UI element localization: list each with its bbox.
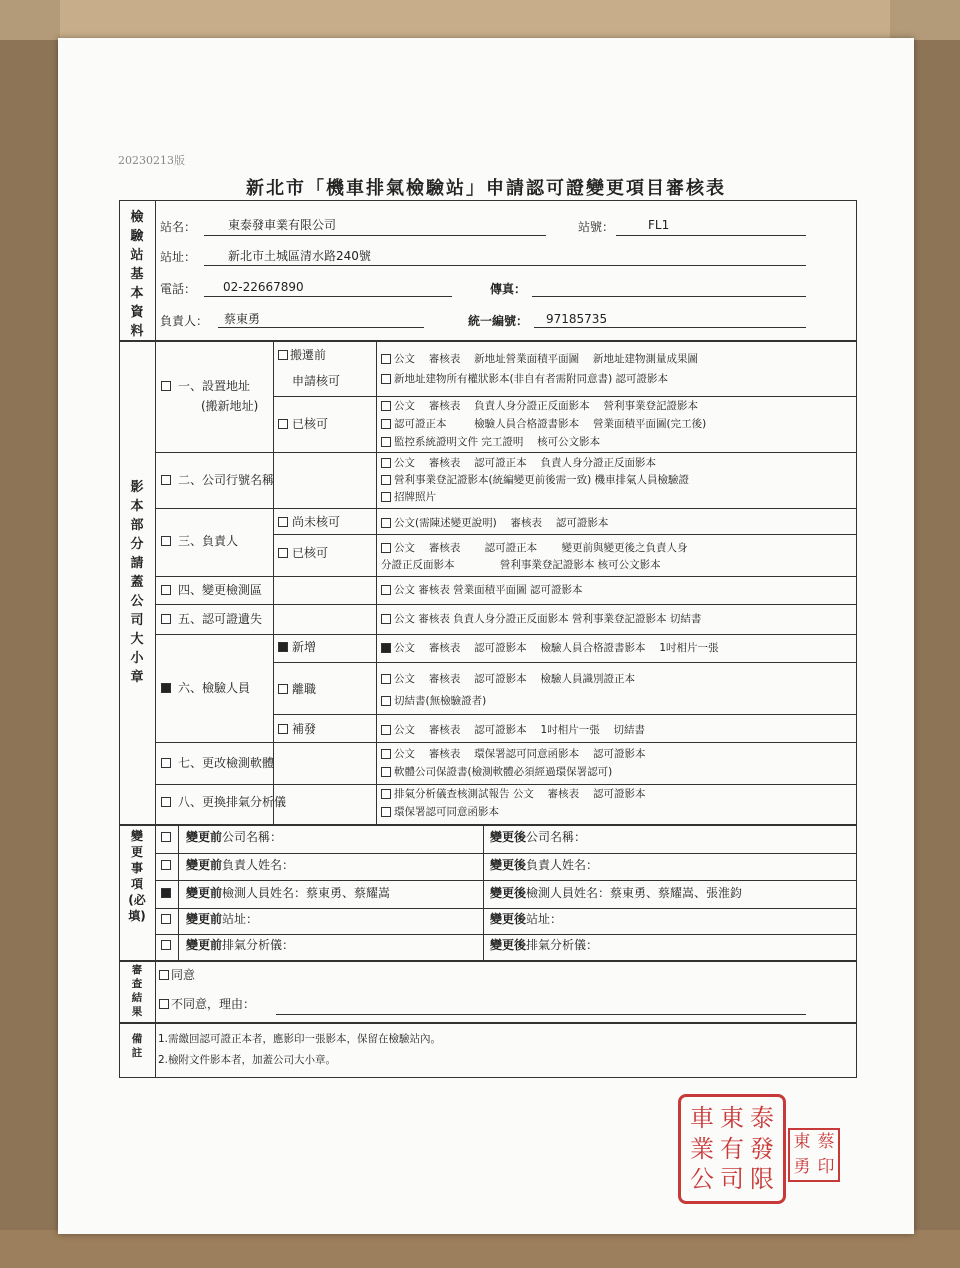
item2-docs-3: 招牌照片 xyxy=(394,491,436,503)
item6-reissue-label: 補發 xyxy=(292,722,317,736)
company-name-label: 公司名稱： xyxy=(526,830,587,844)
item2-label: 二、公司行號名稱 xyxy=(178,473,275,487)
doc-checkbox[interactable] xyxy=(381,585,391,595)
item3-post-docs-2: 分證正反面影本 營利事業登記證影本 核可公文影本 xyxy=(381,559,661,571)
station-no-value: FL1 xyxy=(648,218,670,232)
doc-checkbox[interactable] xyxy=(381,807,391,817)
item4-label: 四、變更檢測區 xyxy=(178,583,263,597)
seal-char: 東 xyxy=(720,1104,744,1132)
row-line xyxy=(155,853,857,854)
cardboard-top xyxy=(60,0,890,40)
change-analyzer-after xyxy=(490,938,598,953)
doc-checkbox[interactable] xyxy=(381,674,391,684)
item3-pre-label: 尚未核可 xyxy=(292,515,341,529)
item7-docs-1: 公文 審核表 環保署認可同意函影本 認可證影本 xyxy=(394,748,646,760)
notes-box xyxy=(119,1022,857,1078)
seal-char: 業 xyxy=(690,1134,714,1163)
item1-label: 一、設置地址 xyxy=(178,379,251,393)
owner-line xyxy=(218,327,424,328)
item4-docs: 公文 審核表 營業面積平面圖 認可證影本 xyxy=(394,584,583,596)
fax-line xyxy=(532,296,806,297)
seal-char: 公 xyxy=(690,1165,714,1194)
note-2: 2.檢附文件影本者，加蓋公司大小章。 xyxy=(158,1054,337,1066)
reason-line xyxy=(276,1014,806,1015)
doc-checkbox[interactable] xyxy=(381,614,391,624)
change-company-before xyxy=(186,830,282,845)
doc-checkbox[interactable] xyxy=(381,725,391,735)
row-line xyxy=(155,634,857,635)
item1-pre-docs-1: 公文 審核表 新地址營業面積平面圖 新地址建物測量成果圖 xyxy=(394,353,699,365)
phone-label: 電話： xyxy=(160,282,197,296)
item6-leave-docs-1: 公文 審核表 認可證影本 檢驗人員識別證正本 xyxy=(394,673,636,685)
change-owner-before xyxy=(186,858,294,873)
analyzer-label: 排氣分析儀： xyxy=(526,938,599,952)
company-seal-glyphs xyxy=(687,1103,777,1195)
change-owner-after xyxy=(490,858,598,873)
row-line xyxy=(155,880,857,881)
doc-checkbox[interactable] xyxy=(381,419,391,429)
item6-leave-checkbox[interactable] xyxy=(278,684,288,694)
item6-new-docs: 公文 審核表 認可證影本 檢驗人員合格證書影本 1吋相片一張 xyxy=(394,642,719,654)
change-company-checkbox[interactable] xyxy=(161,832,171,842)
row-line xyxy=(273,662,857,663)
row-line xyxy=(155,508,857,509)
row-line xyxy=(155,576,857,577)
address-label: 站址： xyxy=(222,912,259,926)
doc-checkbox[interactable] xyxy=(381,354,391,364)
agree-label: 同意 xyxy=(171,968,196,982)
doc-checkbox[interactable] xyxy=(381,789,391,799)
item1-post-label: 已核可 xyxy=(292,417,329,431)
item6-checkbox-checked[interactable] xyxy=(161,683,171,693)
station-name-label: 站名： xyxy=(160,220,197,234)
seal-char: 發 xyxy=(750,1134,774,1163)
seal-char: 有 xyxy=(720,1134,744,1163)
item1-checkbox[interactable] xyxy=(161,381,171,391)
before-label: 變更前 xyxy=(186,830,223,844)
owner-value: 蔡東勇 xyxy=(224,312,261,326)
seal-char: 蔡 xyxy=(817,1132,835,1152)
background-bottom xyxy=(0,1230,960,1268)
change-owner-checkbox[interactable] xyxy=(161,860,171,870)
doc-checkbox[interactable] xyxy=(381,401,391,411)
tax-id-value: 97185735 xyxy=(546,312,608,326)
doc-checkbox[interactable] xyxy=(381,696,391,706)
item3-checkbox[interactable] xyxy=(161,536,171,546)
doc-checkbox[interactable] xyxy=(381,492,391,502)
owner-label: 負責人： xyxy=(160,314,209,328)
item1-pre-docs-2: 新地址建物所有權狀影本(非自有者需附同意書) 認可證影本 xyxy=(394,373,669,385)
seal-char: 東 xyxy=(793,1132,811,1152)
address-label: 站址： xyxy=(526,912,563,926)
inspector-before-value: 蔡東勇、蔡耀嵩 xyxy=(306,886,391,900)
change-inspector-before xyxy=(186,886,390,901)
divider xyxy=(155,1022,156,1078)
change-analyzer-checkbox[interactable] xyxy=(161,940,171,950)
after-label: 變更後 xyxy=(490,886,527,900)
copies-section-title: 影本部分請蓋公司大小章 xyxy=(130,480,144,685)
doc-checkbox-checked[interactable] xyxy=(381,643,391,653)
item2-docs-1: 公文 審核表 認可證正本 負責人身分證正反面影本 xyxy=(394,457,657,469)
item8-checkbox[interactable] xyxy=(161,797,171,807)
before-label: 變更前 xyxy=(186,858,223,872)
item3-post-label: 已核可 xyxy=(292,546,329,560)
address-value: 新北市土城區清水路240號 xyxy=(228,249,371,263)
item1-post-docs-2: 認可證正本 檢驗人員合格證書影本 營業面積平面圖(完工後) xyxy=(394,418,707,430)
item3-post-checkbox[interactable] xyxy=(278,548,288,558)
disagree-checkbox[interactable] xyxy=(159,999,169,1009)
seal-char: 限 xyxy=(750,1165,774,1194)
before-label: 變更前 xyxy=(186,886,223,900)
disagree-label: 不同意，理由： xyxy=(171,997,256,1011)
item6-leave-docs-2: 切結書(無檢驗證者) xyxy=(394,695,487,707)
item6-leave-label: 離職 xyxy=(292,682,317,696)
item1-post-docs-3: 監控系統證明文件 完工證明 核可公文影本 xyxy=(394,436,601,448)
after-label: 變更後 xyxy=(490,912,527,926)
change-address-before xyxy=(186,912,258,927)
review-section-title: 審查結果 xyxy=(131,964,143,1018)
change-inspector-after xyxy=(490,886,742,901)
row-line xyxy=(155,908,857,909)
address-line xyxy=(204,265,806,266)
item3-post-docs-1: 公文 審核表 認可證正本 變更前與變更後之負責人身 xyxy=(394,542,688,554)
change-address-after xyxy=(490,912,562,927)
change-inspector-checkbox-checked[interactable] xyxy=(161,888,171,898)
after-label: 變更後 xyxy=(490,830,527,844)
divider xyxy=(376,340,377,826)
item2-docs-2: 營利事業登記證影本(統編變更前後需一致) 機車排氣人員檢驗證 xyxy=(394,474,690,486)
item6-new-checkbox-checked[interactable] xyxy=(278,642,288,652)
after-label: 變更後 xyxy=(490,938,527,952)
row-line xyxy=(273,396,376,397)
tax-id-line xyxy=(534,327,806,328)
after-label: 變更後 xyxy=(490,858,527,872)
item5-label: 五、認可證遺失 xyxy=(178,612,263,626)
item1-sub: (搬新地址) xyxy=(201,399,259,413)
doc-checkbox[interactable] xyxy=(381,374,391,384)
doc-checkbox[interactable] xyxy=(381,437,391,447)
note-1: 1.需繳回認可證正本者，應影印一張影本，保留在檢驗站內。 xyxy=(158,1033,442,1045)
row-line xyxy=(155,934,857,935)
row-line xyxy=(273,714,857,715)
inspector-label: 檢測人員姓名： xyxy=(526,886,611,900)
doc-checkbox[interactable] xyxy=(381,543,391,553)
notes-section-title: 備註 xyxy=(131,1033,143,1059)
item5-docs: 公文 審核表 負責人身分證正反面影本 營利事業登記證影本 切結書 xyxy=(394,613,702,625)
item8-docs-2: 環保署認可同意函影本 xyxy=(394,806,499,818)
station-name-line xyxy=(204,235,546,236)
inspector-after-value: 蔡東勇、蔡耀嵩、張淮鈞 xyxy=(610,886,743,900)
doc-checkbox[interactable] xyxy=(381,458,391,468)
item6-reissue-docs: 公文 審核表 認可證影本 1吋相片一張 切結書 xyxy=(394,724,646,736)
change-analyzer-before xyxy=(186,938,294,953)
divider xyxy=(155,824,156,962)
owner-name-label: 負責人姓名： xyxy=(526,858,599,872)
basic-section-title: 檢驗站基本資料 xyxy=(130,210,144,339)
company-name-label: 公司名稱： xyxy=(222,830,283,844)
row-line xyxy=(155,784,857,785)
item6-new-label: 新增 xyxy=(292,640,317,654)
seal-char: 泰 xyxy=(750,1104,774,1132)
item3-label: 三、負責人 xyxy=(178,534,239,548)
item1-post-docs-1: 公文 審核表 負責人身分證正反面影本 營利事業登記證影本 xyxy=(394,400,699,412)
item3-pre-checkbox[interactable] xyxy=(278,517,288,527)
row-line xyxy=(155,452,857,453)
item6-label: 六、檢驗人員 xyxy=(178,681,251,695)
before-label: 變更前 xyxy=(186,912,223,926)
item7-label: 七、更改檢測軟體 xyxy=(178,756,275,770)
owner-name-label: 負責人姓名： xyxy=(222,858,295,872)
doc-checkbox[interactable] xyxy=(381,767,391,777)
changes-section-title: 變更事項(必填) xyxy=(128,829,146,923)
seal-char: 車 xyxy=(690,1104,714,1132)
version-label: 20230213版 xyxy=(118,154,185,167)
seal-char: 勇 xyxy=(793,1157,811,1177)
phone-line xyxy=(204,296,452,297)
item5-checkbox[interactable] xyxy=(161,614,171,624)
divider xyxy=(273,340,274,764)
personal-seal xyxy=(788,1128,840,1182)
divider xyxy=(178,824,179,962)
seal-char: 司 xyxy=(720,1165,744,1194)
change-address-checkbox[interactable] xyxy=(161,914,171,924)
row-line xyxy=(273,534,857,535)
fax-label: 傳真： xyxy=(490,282,527,296)
doc-checkbox[interactable] xyxy=(381,749,391,759)
change-company-after xyxy=(490,830,586,845)
agree-checkbox[interactable] xyxy=(159,970,169,980)
company-seal xyxy=(678,1094,786,1204)
item8-label: 八、更換排氣分析儀 xyxy=(178,795,287,809)
row-line xyxy=(155,742,857,743)
divider xyxy=(155,960,156,1024)
item7-checkbox[interactable] xyxy=(161,758,171,768)
form-title: 新北市「機車排氣檢驗站」申請認可證變更項目審核表 xyxy=(246,178,726,199)
seal-char: 印 xyxy=(817,1157,835,1177)
item4-checkbox[interactable] xyxy=(161,585,171,595)
doc-checkbox[interactable] xyxy=(381,518,391,528)
divider xyxy=(155,200,156,342)
item8-docs-1: 排氣分析儀查核測試報告 公文 審核表 認可證影本 xyxy=(394,788,646,800)
phone-value: 02-22667890 xyxy=(223,280,304,294)
row-line xyxy=(376,396,857,397)
tax-id-label: 統一編號： xyxy=(468,314,529,328)
item1-post-checkbox[interactable] xyxy=(278,419,288,429)
before-label: 變更前 xyxy=(186,938,223,952)
item1-pre-label2: 申請核可 xyxy=(292,374,341,388)
item1-pre-label: 搬遷前 xyxy=(290,348,327,362)
form-paper xyxy=(58,38,914,1234)
item7-docs-2: 軟體公司保證書(檢測軟體必須經過環保署認可) xyxy=(394,766,613,778)
station-no-line xyxy=(616,235,806,236)
divider xyxy=(155,340,156,826)
item1-pre-checkbox[interactable] xyxy=(278,350,288,360)
item2-checkbox[interactable] xyxy=(161,475,171,485)
divider xyxy=(483,824,484,962)
inspector-label: 檢測人員姓名： xyxy=(222,886,307,900)
analyzer-label: 排氣分析儀： xyxy=(222,938,295,952)
item6-reissue-checkbox[interactable] xyxy=(278,724,288,734)
row-line xyxy=(155,604,857,605)
address-label: 站址： xyxy=(160,250,197,264)
doc-checkbox[interactable] xyxy=(381,475,391,485)
station-no-label: 站號： xyxy=(578,220,615,234)
item3-pre-docs: 公文(需陳述變更說明) 審核表 認可證影本 xyxy=(394,517,609,529)
station-name-value: 東泰發車業有限公司 xyxy=(228,218,337,232)
